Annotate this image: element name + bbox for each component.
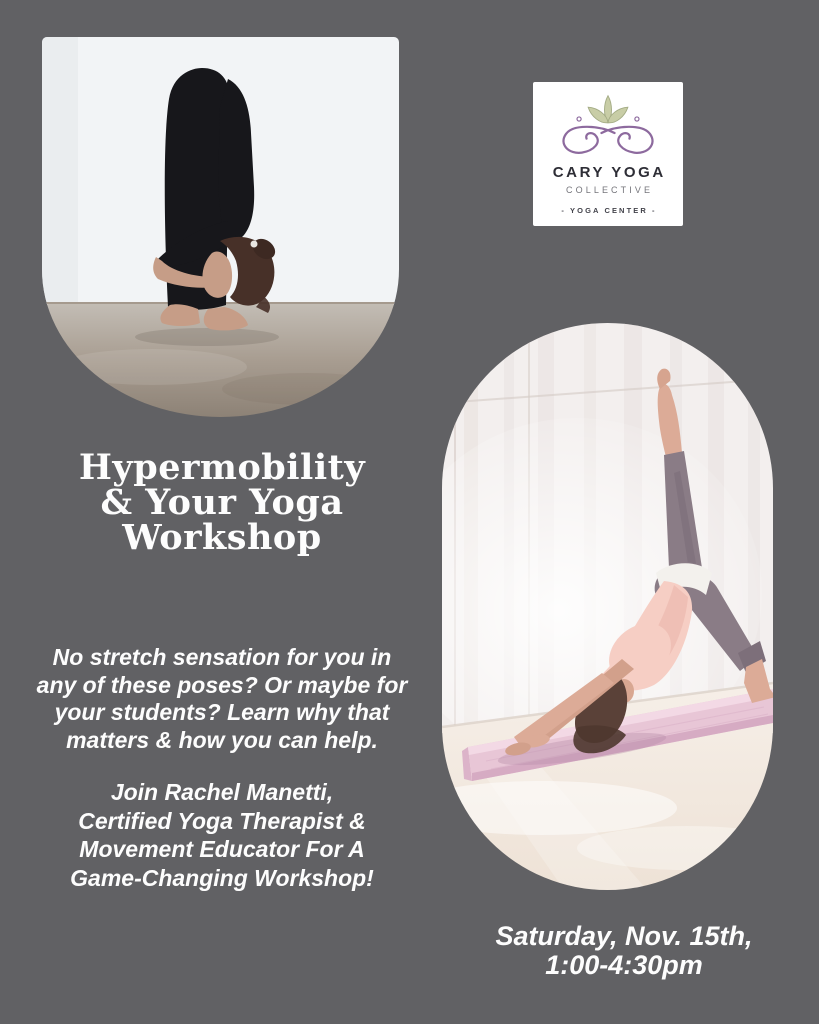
schedule-line-2: 1:00-4:30pm [545,949,703,980]
lotus-infinity-icon [547,91,669,161]
photo-forward-fold [42,37,399,417]
presenter-line-4: Game-Changing Workshop! [70,864,374,891]
workshop-title-line-2: & Your Yoga [100,482,344,523]
workshop-title-line-3: Workshop [122,517,322,558]
intro-line-4: matters & how you can help. [66,726,378,753]
schedule-line-1: Saturday, Nov. 15th, [495,921,753,951]
intro-line-3: your students? Learn why that [54,699,390,725]
lotus-leaves [586,96,631,126]
workshop-title-line-1: Hypermobility [78,447,366,488]
intro-text [8,644,436,754]
forward-fold-illustration [42,37,399,417]
presenter-line-2: Certified Yoga Therapist & [78,807,366,834]
brand-name: CARY YOGA [552,164,666,181]
brand-subtitle: COLLECTIVE [566,185,654,195]
schedule-text [452,922,796,979]
photo-three-legged-downdog [442,323,773,890]
downdog-illustration [442,323,773,890]
presenter-line-1: Join Rachel Manetti, [110,779,334,805]
presenter-text [28,778,416,892]
logo-card [533,82,683,226]
presenter-line-3: Movement Educator For A [79,836,365,862]
workshop-title [27,447,417,558]
intro-line-2: any of these poses? Or maybe for [36,671,408,698]
intro-line-1: No stretch sensation for you in [52,644,392,670]
brand-tagline: - YOGA CENTER - [561,206,657,215]
